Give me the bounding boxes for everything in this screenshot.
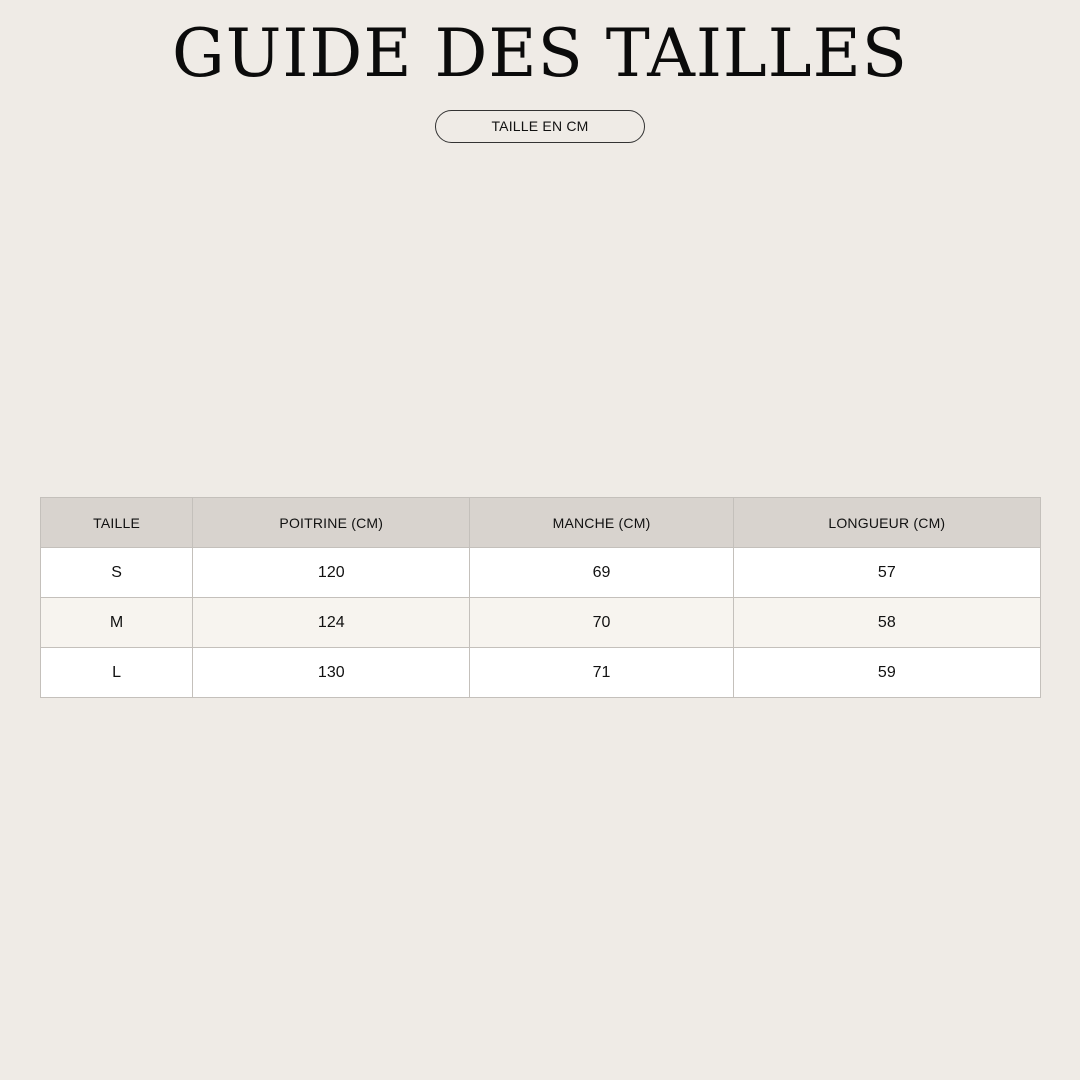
unit-badge: TAILLE EN CM <box>435 110 645 143</box>
cell-sleeve: 70 <box>470 598 733 648</box>
cell-length: 58 <box>733 598 1040 648</box>
header-sleeve: MANCHE (CM) <box>470 498 733 548</box>
cell-chest: 120 <box>193 548 470 598</box>
table-row <box>41 548 1041 598</box>
table-row <box>41 648 1041 698</box>
header-chest: POITRINE (CM) <box>193 498 470 548</box>
cell-size: L <box>41 648 193 698</box>
cell-chest: 130 <box>193 648 470 698</box>
size-chart-table <box>40 497 1041 698</box>
cell-length: 59 <box>733 648 1040 698</box>
header-length: LONGUEUR (CM) <box>733 498 1040 548</box>
cell-sleeve: 71 <box>470 648 733 698</box>
cell-chest: 124 <box>193 598 470 648</box>
cell-size: M <box>41 598 193 648</box>
cell-size: S <box>41 548 193 598</box>
table-row <box>41 598 1041 648</box>
cell-sleeve: 69 <box>470 548 733 598</box>
page-title: GUIDE DES TAILLES <box>172 15 908 92</box>
header-size: TAILLE <box>41 498 193 548</box>
table-header-row <box>41 498 1041 548</box>
cell-length: 57 <box>733 548 1040 598</box>
